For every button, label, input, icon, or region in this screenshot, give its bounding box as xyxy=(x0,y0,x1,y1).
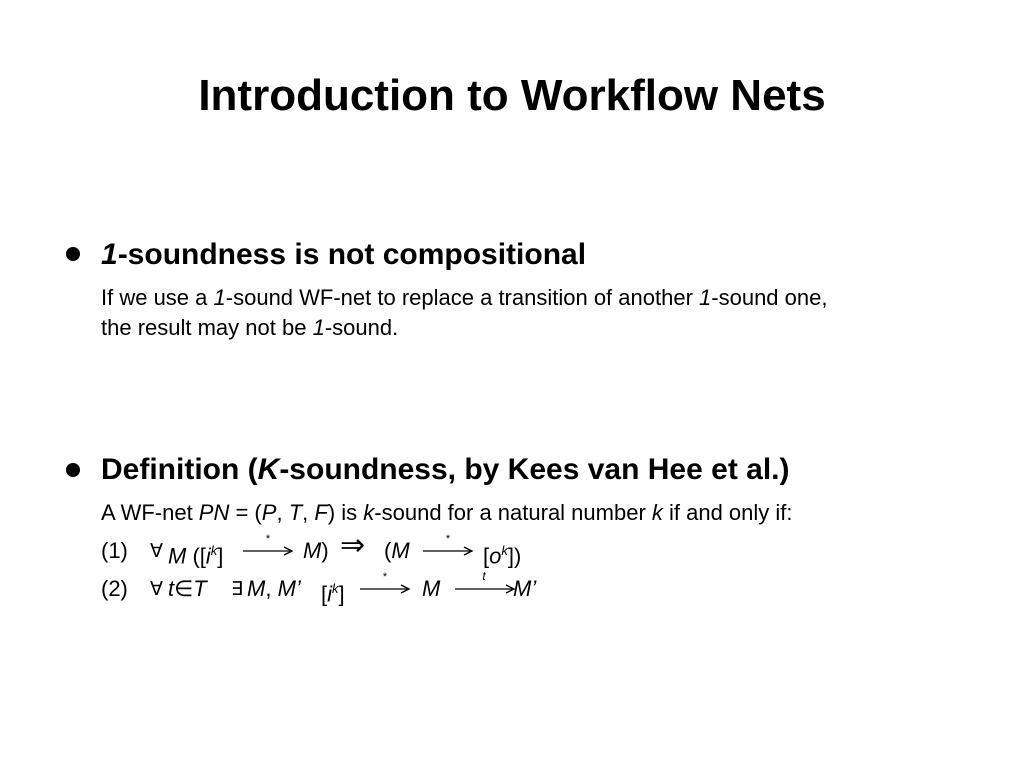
text-run: M’ xyxy=(513,576,537,601)
text-run: T xyxy=(288,500,303,525)
superscript: k xyxy=(501,543,508,558)
heading-number: 1 xyxy=(101,238,118,271)
reach-arrow xyxy=(357,570,413,600)
formula-part xyxy=(422,575,440,603)
text-run: F xyxy=(314,500,328,525)
text-run: T xyxy=(193,576,207,601)
text-run: 1 xyxy=(312,315,325,340)
arrow-star: * xyxy=(265,533,271,545)
formula-part xyxy=(384,537,410,565)
text-run: M xyxy=(422,576,441,601)
superscript: k xyxy=(210,543,218,558)
transition-arrow xyxy=(452,569,518,599)
text-run: P xyxy=(261,500,277,525)
text-run: -sound one, xyxy=(711,285,828,310)
text-run: A WF-net xyxy=(101,500,199,525)
text-run: [ xyxy=(483,543,490,569)
text-run: ]) xyxy=(507,543,522,569)
text-run: M’ xyxy=(277,576,301,601)
slide-title: Introduction to Workflow Nets xyxy=(198,71,826,120)
text-run: k xyxy=(651,500,663,525)
text-run: [ xyxy=(321,581,328,607)
implies-symbol: ⇒ xyxy=(340,529,366,562)
text-run: t xyxy=(168,576,175,601)
text-run: i xyxy=(205,543,211,569)
exists-symbol: ∃ xyxy=(231,579,244,600)
text-run: ( xyxy=(384,538,392,563)
text-run: -soundness, by Kees van Hee et al.) xyxy=(279,453,790,486)
text-run: i xyxy=(327,581,333,607)
text-run: , xyxy=(302,500,315,525)
text-run: K xyxy=(257,453,280,486)
formula-part xyxy=(247,575,301,603)
text-run: PN xyxy=(198,500,230,525)
bullet-dot xyxy=(66,247,80,261)
text-run: the result may not be xyxy=(101,315,313,340)
body-line xyxy=(101,284,827,312)
text-run: if and only if: xyxy=(662,500,793,525)
formula-part xyxy=(513,575,536,603)
text-run: 1 xyxy=(213,285,226,310)
arrow-star: * xyxy=(382,571,388,583)
text-run: M xyxy=(303,538,322,563)
bullet-dot xyxy=(66,463,80,477)
condition-number: (2) xyxy=(101,576,128,601)
reach-arrow xyxy=(240,532,296,562)
formula-part xyxy=(303,537,329,565)
formula-part xyxy=(168,537,223,570)
reach-arrow xyxy=(420,532,476,562)
text-run: , xyxy=(276,500,289,525)
condition-number: (1) xyxy=(101,538,128,563)
arrow-label: t xyxy=(482,569,486,583)
bullet-heading-compositional xyxy=(101,237,586,273)
text-run: Definition ( xyxy=(101,453,258,486)
definition-line xyxy=(101,499,793,527)
text-run: M xyxy=(168,543,187,569)
text-run: o xyxy=(489,543,502,569)
text-run: M xyxy=(391,538,410,563)
text-run: k xyxy=(363,500,375,525)
superscript: k xyxy=(332,581,339,596)
text-run: M xyxy=(247,576,266,601)
formula-part xyxy=(483,537,521,570)
text-run: = ( xyxy=(229,500,262,525)
text-run: -sound. xyxy=(324,315,399,340)
formula-part xyxy=(321,575,345,608)
heading-text: -soundness is not compositional xyxy=(117,238,587,271)
forall-symbol: ∀ xyxy=(150,541,163,562)
body-line xyxy=(101,314,398,342)
forall-symbol: ∀ xyxy=(150,579,163,600)
text-run: ) is xyxy=(327,500,364,525)
text-run: ∈ xyxy=(174,576,194,601)
text-run: -sound WF-net to replace a transition of another xyxy=(225,285,700,310)
text-run: , xyxy=(265,576,278,601)
text-run: ] xyxy=(217,543,224,569)
text-run: ) xyxy=(321,538,329,563)
text-run: 1 xyxy=(699,285,712,310)
text-run: -sound for a natural number xyxy=(374,500,652,525)
text-run: ] xyxy=(338,581,345,607)
text-run: ([ xyxy=(192,543,206,569)
formula-part xyxy=(168,575,207,603)
bullet-heading-definition xyxy=(101,452,790,488)
text-run: If we use a xyxy=(101,285,214,310)
arrow-star: * xyxy=(445,533,451,545)
